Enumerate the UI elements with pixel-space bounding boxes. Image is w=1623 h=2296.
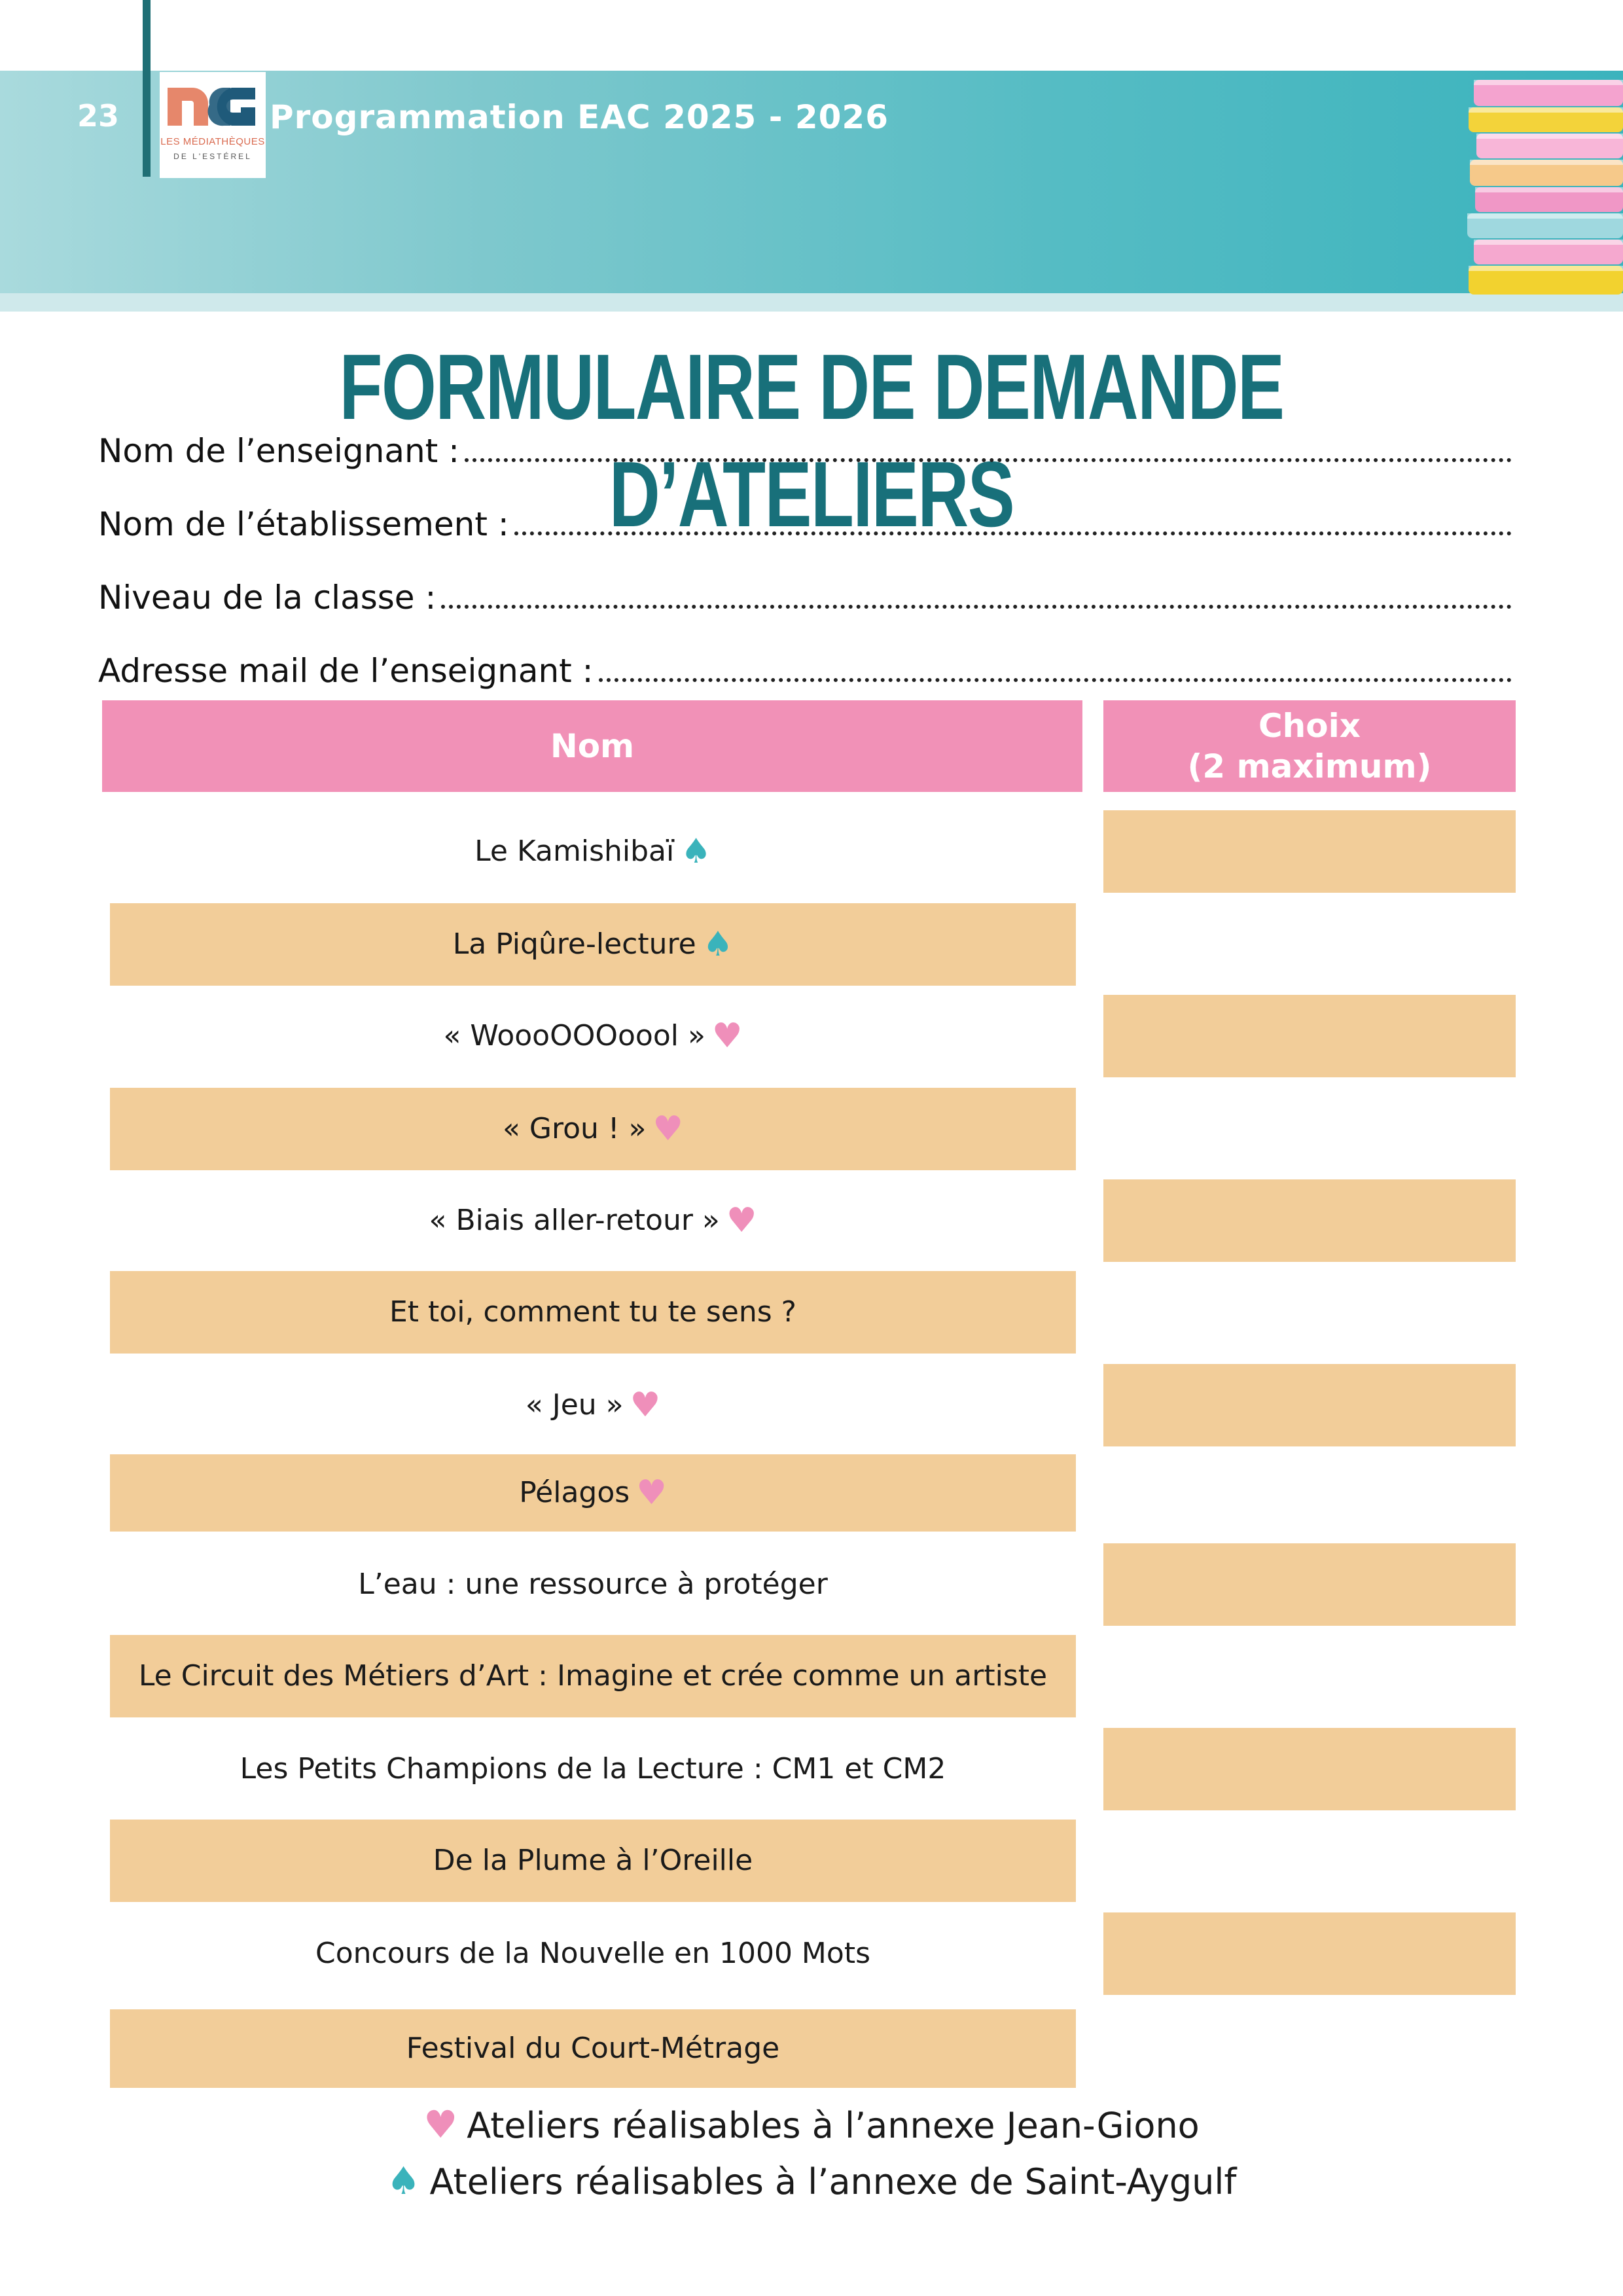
atelier-name: La Piqûre-lecture — [452, 927, 696, 961]
legend-spade-text: Ateliers réalisables à l’annexe de Saint-Aygulf — [429, 2161, 1237, 2202]
atelier-row — [110, 903, 1076, 986]
atelier-row — [110, 1543, 1076, 1626]
atelier-row — [110, 1820, 1076, 1902]
heart-icon: ♥ — [711, 1016, 743, 1056]
choice-checkbox[interactable] — [1103, 1912, 1516, 1995]
atelier-name: Concours de la Nouvelle en 1000 Mots — [315, 1937, 870, 1970]
atelier-row — [110, 1635, 1076, 1717]
choice-checkbox[interactable] — [1103, 810, 1516, 893]
school-name-field[interactable] — [98, 505, 1512, 551]
column-header-choix — [1103, 700, 1516, 792]
atelier-name: « Jeu » — [525, 1388, 624, 1422]
field-label: Nom de l’établissement : — [98, 505, 509, 543]
form-title: FORMULAIRE DE DEMANDE D’ATELIERS — [339, 335, 1284, 547]
heart-icon: ♥ — [423, 2102, 458, 2147]
heart-icon: ♥ — [636, 1473, 667, 1513]
atelier-name: « Biais aller-retour » — [429, 1204, 720, 1237]
spade-icon: ♠ — [386, 2159, 421, 2203]
choice-checkbox[interactable] — [1103, 1179, 1516, 1262]
atelier-name: Le Circuit des Métiers d’Art : Imagine et crée comme un artiste — [138, 1659, 1048, 1693]
atelier-row — [110, 2009, 1076, 2088]
logo-text-line1: LES MÉDIATHÈQUES — [160, 136, 265, 147]
dotted-input-line[interactable] — [599, 652, 1512, 682]
column-header-nom-label: Nom — [550, 727, 635, 765]
choice-checkbox[interactable] — [1103, 1364, 1516, 1446]
teacher-name-field[interactable] — [98, 432, 1512, 478]
spade-icon: ♠ — [702, 925, 734, 964]
dotted-input-line[interactable] — [441, 579, 1512, 609]
book-stack-icon — [1459, 71, 1623, 312]
atelier-row — [110, 810, 1076, 893]
atelier-row — [110, 1912, 1076, 1995]
header-vertical-rule — [143, 0, 151, 177]
choice-checkbox[interactable] — [1103, 1728, 1516, 1810]
atelier-row — [110, 1271, 1076, 1354]
teacher-email-field[interactable] — [98, 652, 1512, 698]
class-level-field[interactable] — [98, 579, 1512, 624]
atelier-name: « WoooOOOoool » — [443, 1019, 705, 1052]
logo-mark-icon — [160, 72, 266, 137]
field-label: Adresse mail de l’enseignant : — [98, 652, 594, 690]
atelier-name: Les Petits Champions de la Lecture : CM1 et CM2 — [240, 1752, 946, 1785]
atelier-name: De la Plume à l’Oreille — [433, 1844, 753, 1877]
atelier-row — [110, 1454, 1076, 1532]
logo-text-line2: DE L'ESTÉREL — [173, 152, 252, 161]
spade-icon: ♠ — [681, 832, 711, 871]
mediatheques-logo — [160, 72, 266, 178]
atelier-name: Festival du Court-Métrage — [406, 2032, 780, 2065]
atelier-row — [110, 1179, 1076, 1262]
dotted-input-line[interactable] — [514, 505, 1512, 535]
column-header-nom — [102, 700, 1082, 792]
field-label: Nom de l’enseignant : — [98, 432, 460, 470]
column-header-choix-line2: (2 maximum) — [1187, 747, 1432, 785]
header-band-bottom-stripe — [0, 293, 1623, 312]
heart-icon: ♥ — [726, 1201, 757, 1240]
header-title: Programmation EAC 2025 - 2026 — [270, 98, 889, 136]
choice-checkbox[interactable] — [1103, 1543, 1516, 1626]
atelier-name: Et toi, comment tu te sens ? — [389, 1295, 796, 1329]
atelier-name: « Grou ! » — [502, 1112, 647, 1145]
choice-checkbox[interactable] — [1103, 995, 1516, 1077]
legend-heart — [0, 2102, 1623, 2147]
legend-spade — [0, 2159, 1623, 2203]
page-number: 23 — [77, 98, 120, 134]
atelier-name: Pélagos — [519, 1476, 630, 1509]
atelier-row — [110, 995, 1076, 1077]
atelier-row — [110, 1728, 1076, 1810]
legend-heart-text: Ateliers réalisables à l’annexe Jean-Giono — [467, 2105, 1200, 2146]
column-header-choix-line1: Choix — [1258, 707, 1361, 745]
heart-icon: ♥ — [652, 1109, 684, 1149]
atelier-name: Le Kamishibaï — [474, 834, 675, 868]
atelier-row — [110, 1364, 1076, 1446]
dotted-input-line[interactable] — [465, 432, 1512, 462]
field-label: Niveau de la classe : — [98, 579, 437, 617]
heart-icon: ♥ — [630, 1386, 661, 1425]
atelier-name: L’eau : une ressource à protéger — [358, 1568, 828, 1601]
atelier-row — [110, 1088, 1076, 1170]
